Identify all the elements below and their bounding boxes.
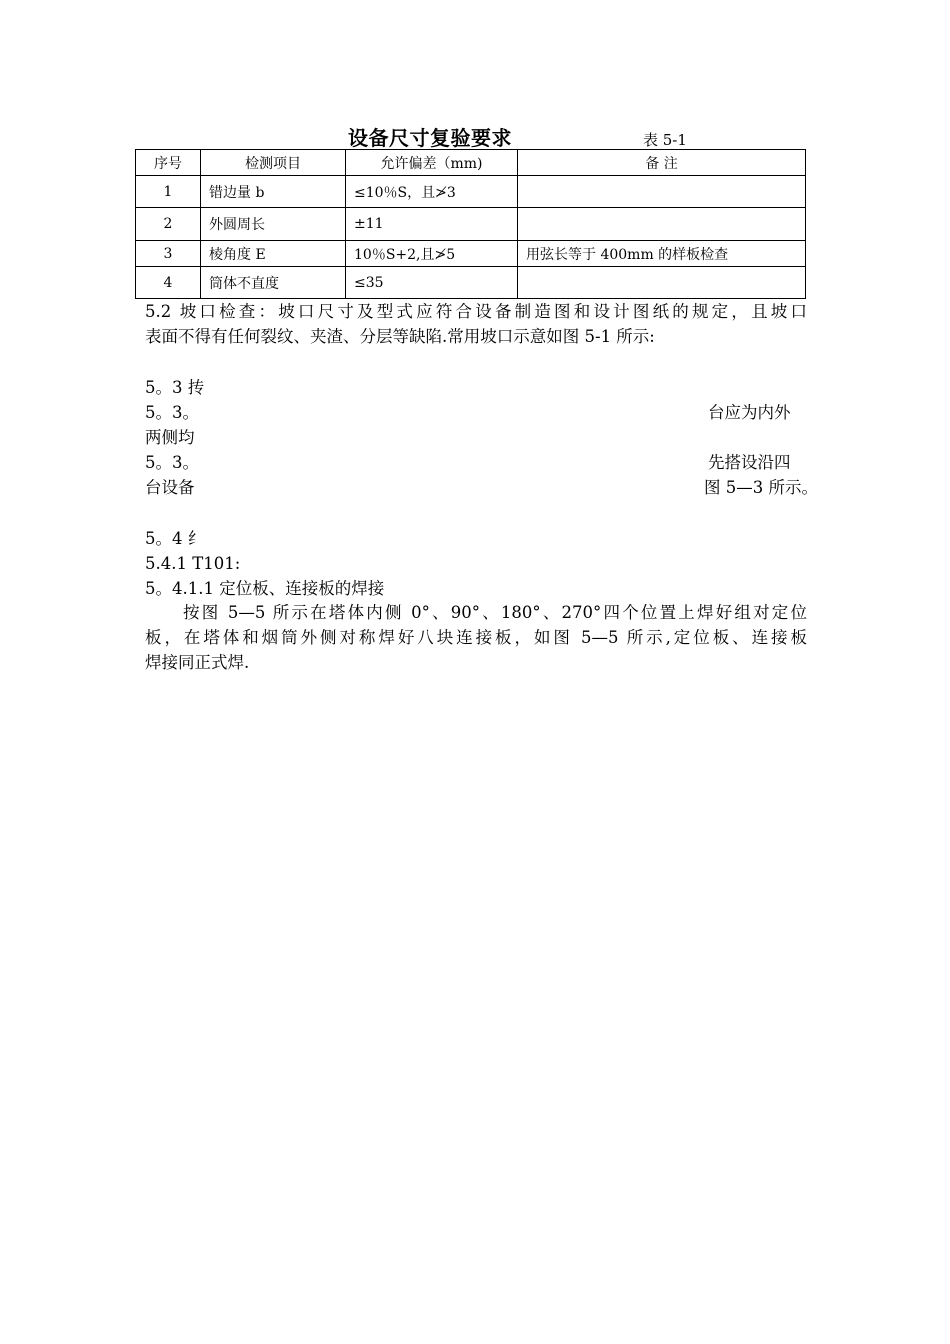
paragraph-5-2-line-2: 表面不得有任何裂纹、夹渣、分层等缺陷.常用坡口示意如图 5-1 所示:	[145, 327, 655, 346]
table-cell: 用弦长等于 400mm 的样板检查	[518, 241, 806, 267]
table-cell: 4	[136, 267, 201, 299]
table-row	[136, 241, 806, 267]
table-cell: 2	[136, 208, 201, 241]
table-cell	[518, 176, 806, 208]
paragraph-5-3-2-start: 5。3。	[145, 453, 199, 472]
heading-5-3: 5。3 抟	[145, 378, 205, 397]
table-row	[136, 176, 806, 208]
table-cell: ≤35	[346, 267, 518, 299]
header-cell: 序号	[136, 150, 201, 176]
header-cell: 备 注	[518, 150, 806, 176]
header-cell: 检测项目	[201, 150, 346, 176]
heading-5-4-1-1: 5。4.1.1 定位板、连接板的焊接	[145, 579, 385, 598]
table-number: 表 5-1	[643, 131, 687, 149]
table-header-row	[136, 150, 806, 176]
table-cell: 错边量 b	[201, 176, 346, 208]
table-cell: 外圆周长	[201, 208, 346, 241]
paragraph-5-3-2-line-2-start: 台设备	[145, 478, 195, 497]
paragraph-5-3-1-end: 台应为内外	[708, 403, 791, 422]
heading-5-4: 5。4 纟	[145, 529, 205, 548]
paragraph-5-3-2-line-2-end: 图 5—3 所示。	[704, 478, 818, 497]
paragraph-line-1: 按图 5—5 所示在塔体内侧 0°、90°、180°、270°四个位置上焊好组对定位	[183, 603, 807, 622]
table-cell: 棱角度 E	[201, 241, 346, 267]
table-cell: 10％S+2,且≯5	[346, 241, 518, 267]
table-row	[136, 208, 806, 241]
table-cell: ±11	[346, 208, 518, 241]
table-cell: 筒体不直度	[201, 267, 346, 299]
heading-5-4-1: 5.4.1 T101:	[145, 554, 241, 573]
paragraph-5-3-1-start: 5。3。	[145, 403, 199, 422]
header-cell: 允许偏差（mm)	[346, 150, 518, 176]
paragraph-line-3: 焊接同正式焊.	[145, 653, 250, 672]
paragraph-5-3-2-end: 先搭设沿四	[708, 453, 791, 472]
table-cell	[518, 267, 806, 299]
paragraph-line-2: 板，在塔体和烟筒外侧对称焊好八块连接板，如图 5—5 所示,定位板、连接板	[145, 628, 807, 647]
table-row	[136, 267, 806, 299]
table-cell: 3	[136, 241, 201, 267]
table-cell: ≤10％S，且≯3	[346, 176, 518, 208]
paragraph-5-3-1-line-2: 两侧均	[145, 428, 195, 447]
table-title: 设备尺寸复验要求	[348, 126, 512, 150]
table-cell: 1	[136, 176, 201, 208]
spec-table	[135, 149, 806, 299]
table-cell	[518, 208, 806, 241]
paragraph-5-2-line-1: 5.2 坡口检查：坡口尺寸及型式应符合设备制造图和设计图纸的规定，且坡口	[145, 302, 807, 321]
